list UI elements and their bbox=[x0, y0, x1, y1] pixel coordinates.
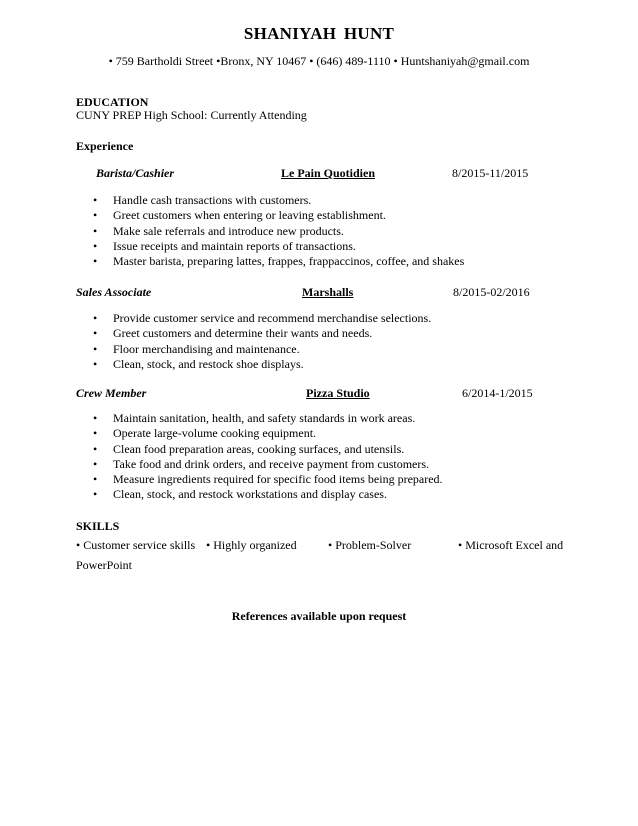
skill-item: • Customer service skills bbox=[76, 538, 196, 552]
list-item: • Floor merchandising and maintenance. bbox=[93, 342, 431, 357]
job-company: Le Pain Quotidien bbox=[281, 166, 376, 180]
skill-item-continuation: PowerPoint bbox=[76, 558, 133, 572]
job-dates: 6/2014-1/2015 bbox=[462, 386, 533, 400]
job-title: Crew Member bbox=[76, 386, 147, 400]
skills-heading: SKILLS bbox=[76, 519, 120, 533]
list-item: • Clean, stock, and restock workstations and display cases. bbox=[93, 487, 443, 502]
list-item: • Maintain sanitation, health, and safety standards in work areas. bbox=[93, 411, 443, 426]
job-title: Sales Associate bbox=[76, 285, 152, 299]
skill-item: • Microsoft Excel and bbox=[458, 538, 564, 552]
list-item: • Master barista, preparing lattes, frappes, frappaccinos, coffee, and shakes bbox=[93, 254, 464, 269]
experience-heading: Experience bbox=[76, 139, 134, 153]
list-item: • Make sale referrals and introduce new products. bbox=[93, 224, 464, 239]
job-company: Marshalls bbox=[302, 285, 354, 299]
list-item: • Measure ingredients required for specific food items being prepared. bbox=[93, 472, 443, 487]
job-dates: 8/2015-11/2015 bbox=[452, 166, 529, 180]
education-school: CUNY PREP High School: Currently Attending bbox=[76, 108, 307, 122]
education-heading: EDUCATION bbox=[76, 95, 149, 109]
list-item: • Issue receipts and maintain reports of transactions. bbox=[93, 239, 464, 254]
list-item: • Clean food preparation areas, cooking surfaces, and utensils. bbox=[93, 442, 443, 457]
job-duties-list bbox=[93, 411, 443, 503]
list-item: • Greet customers when entering or leaving establishment. bbox=[93, 208, 464, 223]
references-note: References available upon request bbox=[231, 609, 407, 623]
list-item: • Take food and drink orders, and receive payment from customers. bbox=[93, 457, 443, 472]
resume-name: SHANIYAH HUNT bbox=[243, 24, 395, 43]
job-duties-list bbox=[93, 311, 431, 372]
job-company: Pizza Studio bbox=[306, 386, 370, 400]
job-duties-list bbox=[93, 193, 464, 269]
list-item: • Provide customer service and recommend merchandise selections. bbox=[93, 311, 431, 326]
skill-item: • Highly organized bbox=[206, 538, 297, 552]
contact-line: • 759 Bartholdi Street •Bronx, NY 10467 • (646) 489-1110 • Huntshaniyah@gmail.com bbox=[108, 54, 530, 68]
skill-item: • Problem-Solver bbox=[328, 538, 412, 552]
list-item: • Clean, stock, and restock shoe displays. bbox=[93, 357, 431, 372]
job-dates: 8/2015-02/2016 bbox=[453, 285, 530, 299]
list-item: • Operate large-volume cooking equipment. bbox=[93, 426, 443, 441]
list-item: • Greet customers and determine their wants and needs. bbox=[93, 326, 431, 341]
list-item: • Handle cash transactions with customers. bbox=[93, 193, 464, 208]
job-title: Barista/Cashier bbox=[96, 166, 175, 180]
